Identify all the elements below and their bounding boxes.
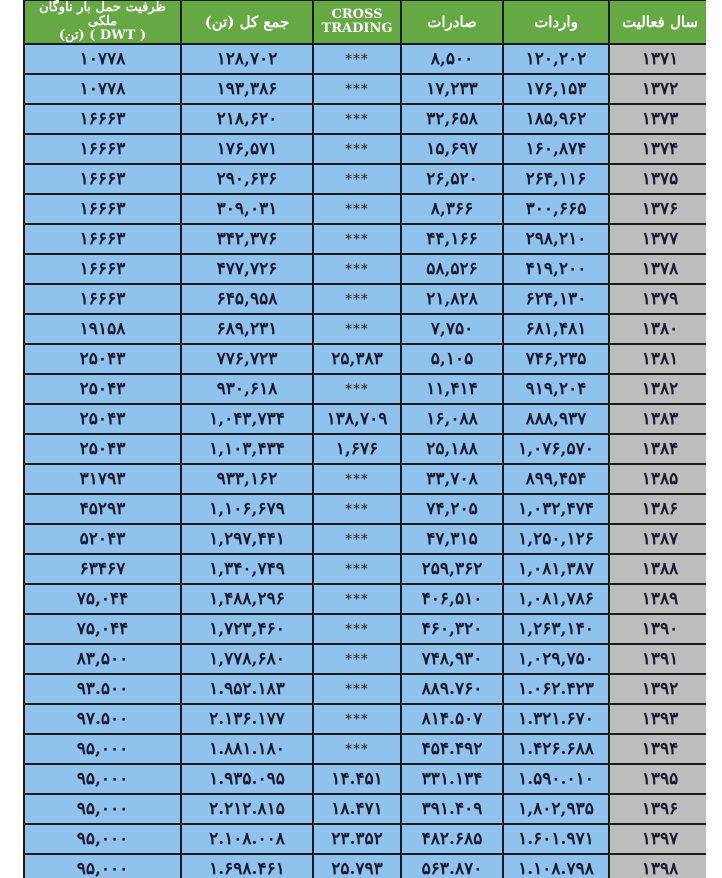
cell-imports: ۴۱۹,۲۰۰	[504, 255, 608, 283]
cell-capacity: ۱۶۶۶۳	[25, 225, 180, 253]
cell-year: ۱۳۹۸	[610, 855, 706, 878]
cell-year: ۱۳۹۶	[610, 795, 706, 823]
cell-imports: ۱.۴۲۶.۶۸۸	[504, 735, 608, 763]
cell-total: ۳۴۲,۳۷۶	[182, 225, 312, 253]
cell-exports: ۲۵,۱۸۸	[402, 435, 502, 463]
header-exports: صادرات	[402, 1, 502, 43]
header-imports: واردات	[504, 1, 608, 43]
cell-exports: ۸,۳۶۶	[402, 195, 502, 223]
cell-exports: ۱۶,۰۸۸	[402, 405, 502, 433]
header-capacity-line2: ( DWT ) (تن)	[58, 28, 147, 43]
cell-exports: ۳۹۱.۴۰۹	[402, 795, 502, 823]
cell-capacity: ۶۳۴۶۷	[25, 555, 180, 583]
cell-cross-trading: ***	[314, 645, 400, 673]
cell-exports: ۸۸۹.۷۶۰	[402, 675, 502, 703]
cell-imports: ۱.۵۹۰.۰۱۰	[504, 765, 608, 793]
cell-total: ۴۷۷,۷۲۶	[182, 255, 312, 283]
table-row	[25, 405, 706, 433]
cell-imports: ۹۱۹,۲۰۴	[504, 375, 608, 403]
cell-capacity: ۱۶۶۶۳	[25, 195, 180, 223]
cell-capacity: ۷۵,۰۴۴	[25, 615, 180, 643]
cell-year: ۱۳۷۶	[610, 195, 706, 223]
table-row	[25, 735, 706, 763]
cell-exports: ۴۸۲.۶۸۵	[402, 825, 502, 853]
table-row	[25, 585, 706, 613]
cell-capacity: ۸۳,۵۰۰	[25, 645, 180, 673]
table-row	[25, 765, 706, 793]
cell-total: ۱,۲۹۷,۴۴۱	[182, 525, 312, 553]
cell-capacity: ۹۵,۰۰۰	[25, 855, 180, 878]
cell-imports: ۸۹۹,۴۵۴	[504, 465, 608, 493]
cell-imports: ۱,۰۸۱,۷۸۶	[504, 585, 608, 613]
cell-capacity: ۲۵۰۴۳	[25, 345, 180, 373]
cell-capacity: ۵۲۰۴۳	[25, 525, 180, 553]
cell-year: ۱۳۸۲	[610, 375, 706, 403]
header-capacity-line1: ظرفیت حمل بار ناوگان ملکی	[39, 0, 166, 29]
table-row	[25, 495, 706, 523]
cell-exports: ۵,۱۰۵	[402, 345, 502, 373]
cell-exports: ۳۳۱.۱۳۴	[402, 765, 502, 793]
table-row	[25, 645, 706, 673]
cell-exports: ۷۴,۲۰۵	[402, 495, 502, 523]
cell-total: ۱,۳۴۰,۷۴۹	[182, 555, 312, 583]
table-row	[25, 555, 706, 583]
cell-imports: ۱۲۰,۲۰۲	[504, 45, 608, 73]
cell-year: ۱۳۷۳	[610, 105, 706, 133]
cell-year: ۱۳۸۵	[610, 465, 706, 493]
cell-capacity: ۹۵,۰۰۰	[25, 795, 180, 823]
cell-cross-trading: ***	[314, 615, 400, 643]
table-row	[25, 75, 706, 103]
cell-cross-trading: ***	[314, 195, 400, 223]
cell-cross-trading: ***	[314, 375, 400, 403]
cell-capacity: ۲۵۰۴۳	[25, 375, 180, 403]
header-year: سال فعالیت	[610, 1, 706, 43]
cell-total: ۹۳۰,۶۱۸	[182, 375, 312, 403]
cell-cross-trading: ***	[314, 45, 400, 73]
cell-cross-trading: ۱۳۸,۷۰۹	[314, 405, 400, 433]
cell-imports: ۱۷۶,۱۵۳	[504, 75, 608, 103]
cell-year: ۱۳۷۲	[610, 75, 706, 103]
cell-capacity: ۱۶۶۶۳	[25, 255, 180, 283]
table-row	[25, 315, 706, 343]
table-row	[25, 525, 706, 553]
cell-exports: ۷۴۸,۹۳۰	[402, 645, 502, 673]
cell-exports: ۱۷,۲۳۳	[402, 75, 502, 103]
table-row	[25, 195, 706, 223]
cell-cross-trading: ***	[314, 555, 400, 583]
cell-total: ۱,۱۰۳,۴۳۴	[182, 435, 312, 463]
cell-imports: ۱.۳۲۱.۶۷۰	[504, 705, 608, 733]
cell-exports: ۱۱,۴۱۴	[402, 375, 502, 403]
cell-cross-trading: ***	[314, 165, 400, 193]
cell-cross-trading: ***	[314, 315, 400, 343]
cell-exports: ۱۵,۶۹۷	[402, 135, 502, 163]
cell-capacity: ۱۰۷۷۸	[25, 45, 180, 73]
cell-total: ۶۴۵,۹۵۸	[182, 285, 312, 313]
cell-imports: ۳۰۰,۶۶۵	[504, 195, 608, 223]
cell-imports: ۸۸۸,۹۳۷	[504, 405, 608, 433]
table-row	[25, 465, 706, 493]
cell-imports: ۱۸۵,۹۶۲	[504, 105, 608, 133]
cell-cross-trading: ***	[314, 495, 400, 523]
cell-imports: ۱.۱۰۸.۷۹۸	[504, 855, 608, 878]
cell-capacity: ۱۶۶۶۳	[25, 165, 180, 193]
cell-total: ۱۲۸,۷۰۲	[182, 45, 312, 73]
cell-capacity: ۳۱۷۹۳	[25, 465, 180, 493]
cell-year: ۱۳۹۴	[610, 735, 706, 763]
table-row	[25, 825, 706, 853]
cell-exports: ۲۶,۵۲۰	[402, 165, 502, 193]
cell-year: ۱۳۷۴	[610, 135, 706, 163]
cell-cross-trading: ***	[314, 705, 400, 733]
cell-exports: ۸۱۴.۵۰۷	[402, 705, 502, 733]
cell-year: ۱۳۹۵	[610, 765, 706, 793]
table-row	[25, 225, 706, 253]
cell-year: ۱۳۷۱	[610, 45, 706, 73]
table-row	[25, 135, 706, 163]
cell-total: ۱.۹۵۲.۱۸۳	[182, 675, 312, 703]
cell-total: ۱.۸۸۱.۱۸۰	[182, 735, 312, 763]
cell-year: ۱۳۸۷	[610, 525, 706, 553]
header-cross-line2: TRADING	[321, 21, 393, 36]
table-row	[25, 255, 706, 283]
cell-total: ۱۹۳,۳۸۶	[182, 75, 312, 103]
cell-cross-trading: ۱۸.۴۷۱	[314, 795, 400, 823]
cell-capacity: ۹۷.۵۰۰	[25, 705, 180, 733]
cell-exports: ۳۳,۷۰۸	[402, 465, 502, 493]
cell-cross-trading: ۲۵.۷۹۳	[314, 855, 400, 878]
cell-cross-trading: ۱۴.۴۵۱	[314, 765, 400, 793]
cell-total: ۱.۶۹۸.۴۶۱	[182, 855, 312, 878]
table-row	[25, 375, 706, 403]
cell-cross-trading: ***	[314, 255, 400, 283]
cell-capacity: ۱۹۱۵۸	[25, 315, 180, 343]
header-cross-line1: CROSS	[331, 7, 383, 22]
cell-total: ۱,۰۴۳,۷۳۴	[182, 405, 312, 433]
cell-capacity: ۱۰۷۷۸	[25, 75, 180, 103]
cell-cross-trading: ۱,۶۷۶	[314, 435, 400, 463]
cell-imports: ۱,۰۸۱,۳۸۷	[504, 555, 608, 583]
cell-capacity: ۹۵,۰۰۰	[25, 765, 180, 793]
cell-cross-trading: ***	[314, 465, 400, 493]
cell-year: ۱۳۸۴	[610, 435, 706, 463]
cell-total: ۱.۹۳۵.۰۹۵	[182, 765, 312, 793]
cell-total: ۱,۷۷۸,۶۸۰	[182, 645, 312, 673]
cell-cross-trading: ***	[314, 75, 400, 103]
cell-imports: ۱,۲۶۳,۱۴۰	[504, 615, 608, 643]
shipping-statistics-table	[23, 0, 706, 878]
cell-exports: ۳۲,۶۵۸	[402, 105, 502, 133]
cell-imports: ۲۹۸,۲۱۰	[504, 225, 608, 253]
cell-year: ۱۳۹۳	[610, 705, 706, 733]
cell-year: ۱۳۷۷	[610, 225, 706, 253]
cell-cross-trading: ۲۳.۳۵۲	[314, 825, 400, 853]
cell-capacity: ۱۶۶۶۳	[25, 285, 180, 313]
cell-capacity: ۲۵۰۴۳	[25, 405, 180, 433]
cell-imports: ۷۴۶,۲۳۵	[504, 345, 608, 373]
cell-exports: ۵۶۳.۸۷۰	[402, 855, 502, 878]
cell-imports: ۱,۰۳۲,۴۷۴	[504, 495, 608, 523]
cell-exports: ۴۵۴.۴۹۲	[402, 735, 502, 763]
cell-cross-trading: ***	[314, 225, 400, 253]
cell-imports: ۱,۲۵۰,۱۲۶	[504, 525, 608, 553]
cell-capacity: ۹۳.۵۰۰	[25, 675, 180, 703]
cell-year: ۱۳۸۸	[610, 555, 706, 583]
cell-cross-trading: ***	[314, 735, 400, 763]
table-row	[25, 345, 706, 373]
header-row	[25, 1, 706, 43]
cell-capacity: ۹۵,۰۰۰	[25, 735, 180, 763]
cell-imports: ۱.۰۶۲.۴۲۳	[504, 675, 608, 703]
cell-capacity: ۴۵۲۹۳	[25, 495, 180, 523]
cell-exports: ۴۰۶,۵۱۰	[402, 585, 502, 613]
cell-year: ۱۳۹۰	[610, 615, 706, 643]
cell-exports: ۴۷,۳۱۵	[402, 525, 502, 553]
cell-cross-trading: ***	[314, 135, 400, 163]
cell-cross-trading: ***	[314, 675, 400, 703]
cell-year: ۱۳۸۶	[610, 495, 706, 523]
cell-year: ۱۳۸۱	[610, 345, 706, 373]
cell-cross-trading: ***	[314, 525, 400, 553]
cell-total: ۲.۱۰۸.۰۰۸	[182, 825, 312, 853]
cell-exports: ۲۱,۸۲۸	[402, 285, 502, 313]
cell-total: ۱۷۶,۵۷۱	[182, 135, 312, 163]
cell-imports: ۲۶۴,۱۱۶	[504, 165, 608, 193]
cell-exports: ۴۴,۱۶۶	[402, 225, 502, 253]
cell-total: ۷۷۶,۷۲۳	[182, 345, 312, 373]
shipping-statistics-table-wrapper	[23, 0, 706, 878]
cell-capacity: ۲۵۰۴۳	[25, 435, 180, 463]
cell-year: ۱۳۷۸	[610, 255, 706, 283]
cell-total: ۲۹۰,۶۳۶	[182, 165, 312, 193]
table-body	[25, 45, 706, 878]
table-row	[25, 795, 706, 823]
cell-imports: ۶۸۱,۴۸۱	[504, 315, 608, 343]
table-row	[25, 675, 706, 703]
cell-capacity: ۱۶۶۶۳	[25, 135, 180, 163]
cell-cross-trading: ***	[314, 585, 400, 613]
cell-total: ۲۱۸,۶۲۰	[182, 105, 312, 133]
table-row	[25, 45, 706, 73]
table-row	[25, 705, 706, 733]
cell-year: ۱۳۸۹	[610, 585, 706, 613]
cell-year: ۱۳۹۱	[610, 645, 706, 673]
cell-cross-trading: ۲۵,۳۸۳	[314, 345, 400, 373]
cell-exports: ۸,۵۰۰	[402, 45, 502, 73]
cell-capacity: ۱۶۶۶۳	[25, 105, 180, 133]
cell-year: ۱۳۸۰	[610, 315, 706, 343]
cell-year: ۱۳۷۵	[610, 165, 706, 193]
cell-exports: ۵۸,۵۲۶	[402, 255, 502, 283]
cell-imports: ۱,۸۰۲,۹۳۵	[504, 795, 608, 823]
cell-total: ۲.۱۳۶.۱۷۷	[182, 705, 312, 733]
cell-exports: ۲۵۹,۳۶۲	[402, 555, 502, 583]
cell-year: ۱۳۹۷	[610, 825, 706, 853]
cell-cross-trading: ***	[314, 105, 400, 133]
cell-imports: ۱.۶۰۱.۹۷۱	[504, 825, 608, 853]
cell-capacity: ۷۵,۰۴۴	[25, 585, 180, 613]
cell-year: ۱۳۸۳	[610, 405, 706, 433]
cell-cross-trading: ***	[314, 285, 400, 313]
table-row	[25, 435, 706, 463]
cell-year: ۱۳۷۹	[610, 285, 706, 313]
cell-exports: ۴۶۰,۳۲۰	[402, 615, 502, 643]
cell-total: ۲.۲۱۲.۸۱۵	[182, 795, 312, 823]
header-capacity	[25, 1, 180, 43]
cell-total: ۱,۷۲۳,۴۶۰	[182, 615, 312, 643]
cell-total: ۹۳۳,۱۶۲	[182, 465, 312, 493]
cell-exports: ۷,۷۵۰	[402, 315, 502, 343]
cell-year: ۱۳۹۲	[610, 675, 706, 703]
table-row	[25, 105, 706, 133]
cell-total: ۳۰۹,۰۳۱	[182, 195, 312, 223]
cell-total: ۱,۱۰۶,۶۷۹	[182, 495, 312, 523]
table-row	[25, 855, 706, 878]
cell-imports: ۱۶۰,۸۷۴	[504, 135, 608, 163]
cell-imports: ۱,۰۲۹,۷۵۰	[504, 645, 608, 673]
header-cross-trading	[314, 1, 400, 43]
cell-total: ۱,۴۸۸,۲۹۶	[182, 585, 312, 613]
cell-imports: ۱,۰۷۶,۵۷۰	[504, 435, 608, 463]
table-row	[25, 165, 706, 193]
cell-capacity: ۹۵,۰۰۰	[25, 825, 180, 853]
table-row	[25, 615, 706, 643]
header-total: جمع کل (تن)	[182, 1, 312, 43]
cell-imports: ۶۲۴,۱۳۰	[504, 285, 608, 313]
cell-total: ۶۸۹,۲۳۱	[182, 315, 312, 343]
table-row	[25, 285, 706, 313]
